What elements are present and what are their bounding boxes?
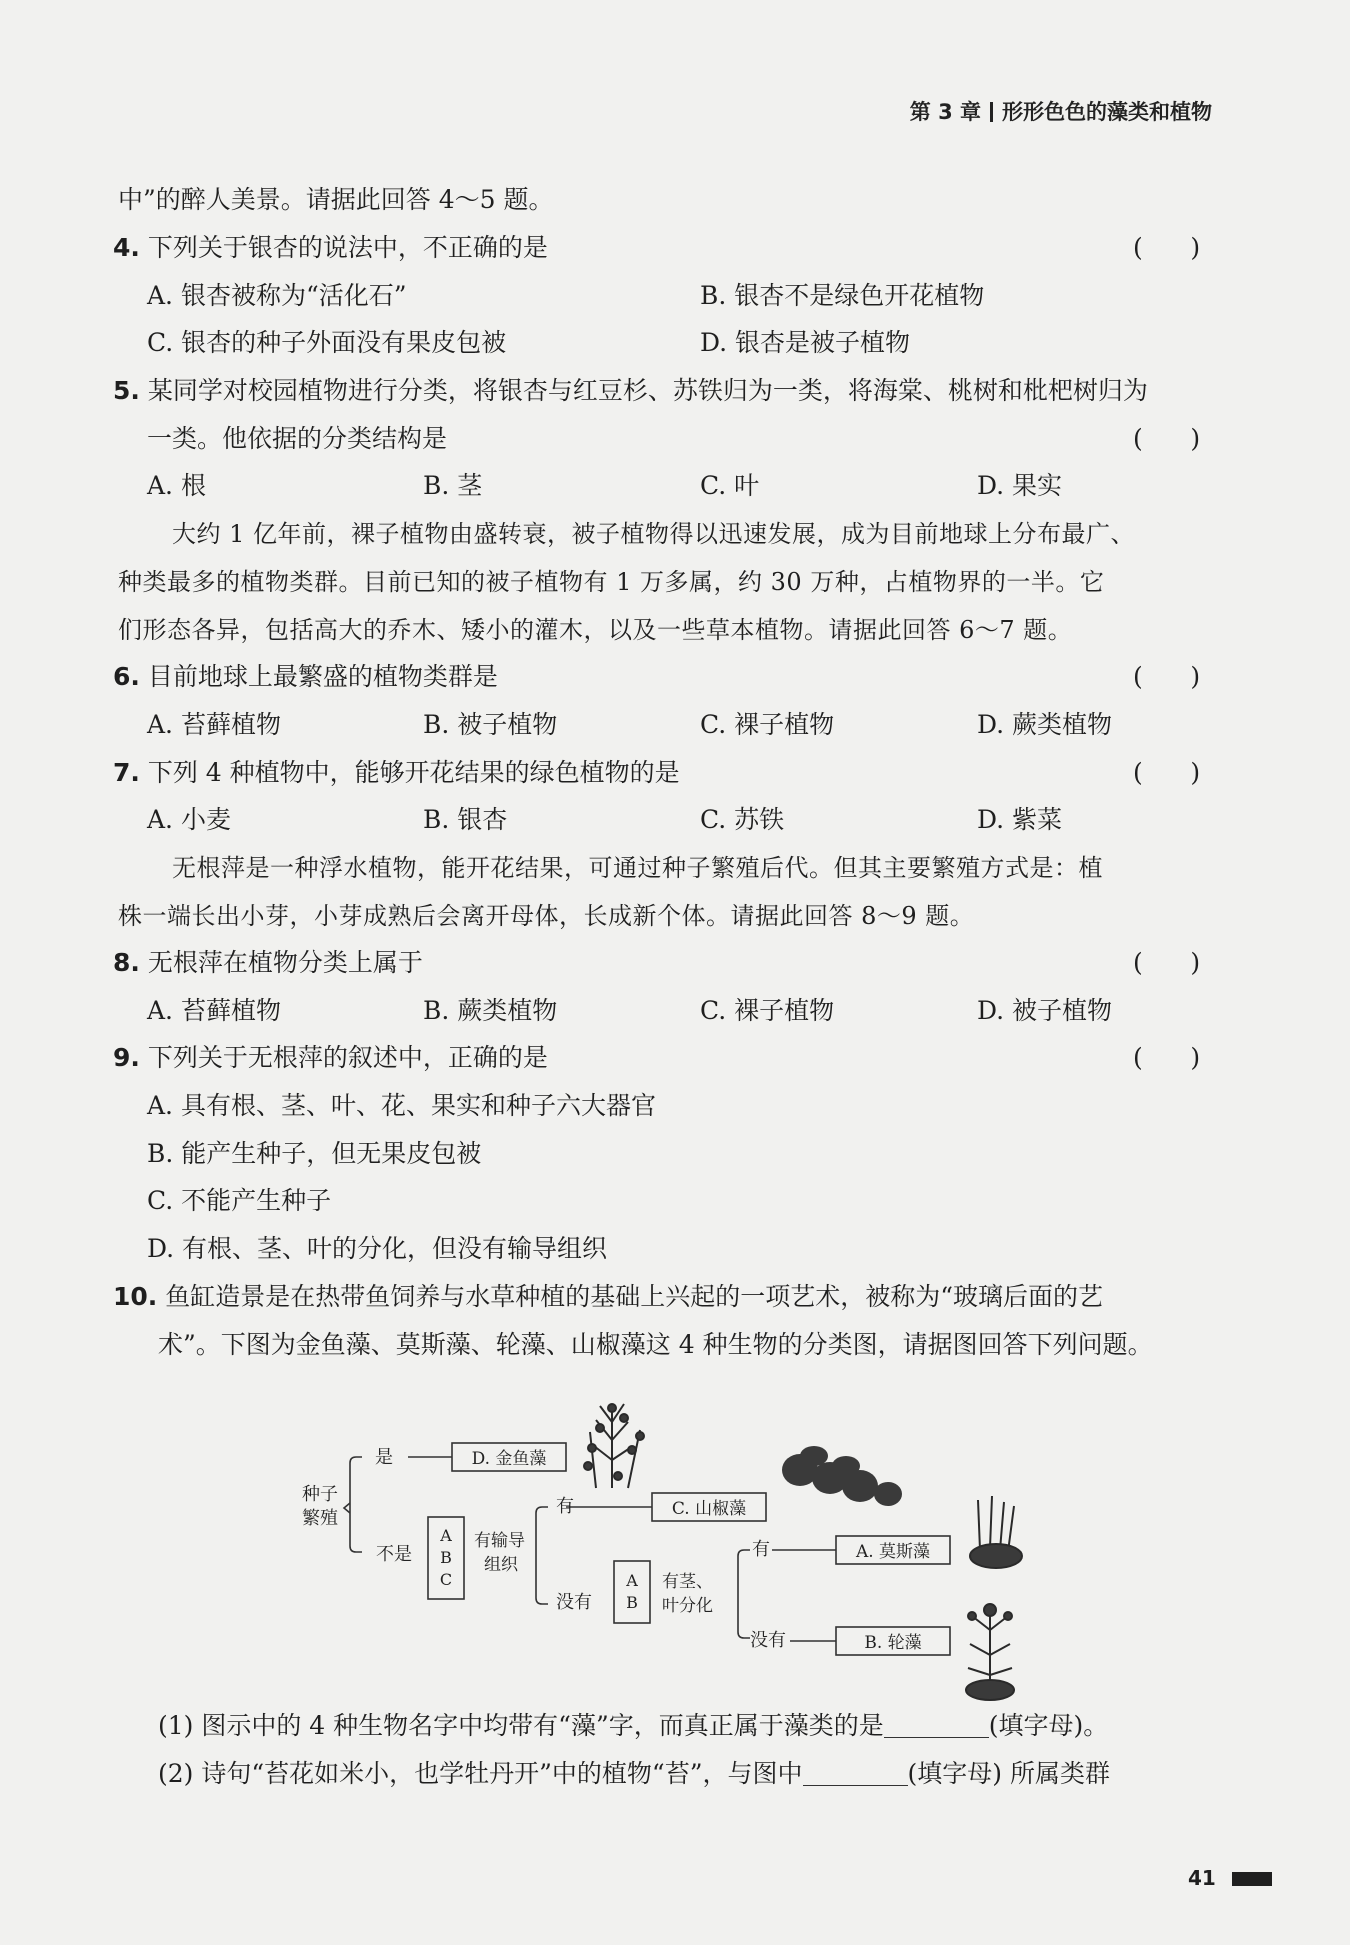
line-text: C. 银杏的种子外面没有果皮包被 [147, 328, 507, 357]
line-text: D. 有根、茎、叶的分化，但没有输导组织 [147, 1234, 608, 1263]
line-text: A. 小麦 [147, 805, 231, 834]
question-number: 8. [113, 948, 140, 977]
diagram-abc-b: B [440, 1548, 452, 1567]
line-m2 [118, 566, 1104, 598]
page-number-bar [1232, 1872, 1272, 1886]
line-text: A. 苔藓植物 [147, 710, 281, 739]
chapter-title: 形形色色的藻类和植物 [1002, 100, 1212, 124]
line-q8b [423, 995, 557, 1027]
line-q9 [113, 1042, 548, 1074]
question-number: 6. [113, 662, 140, 691]
diagram-vascular-1: 有输导 [474, 1531, 525, 1551]
line-q8a [147, 995, 281, 1027]
diagram-none: 没有 [556, 1592, 592, 1613]
line-q9d [147, 1233, 607, 1265]
line-q7d [977, 804, 1062, 836]
line-q4d [700, 327, 910, 359]
line-q9b [147, 1138, 481, 1170]
answer-paren[interactable]: ( ) [1133, 662, 1201, 691]
line-m5 [118, 900, 974, 932]
line-text: 下列 4 种植物中，能够开花结果的绿色植物的是 [147, 758, 680, 787]
line-q4 [113, 232, 548, 264]
line-text: 目前地球上最繁盛的植物类群是 [147, 662, 498, 691]
line-text: A. 苔藓植物 [147, 996, 281, 1025]
line-text: 下列关于银杏的说法中，不正确的是 [147, 233, 548, 262]
moss-illustration [970, 1496, 1022, 1568]
line-text: B. 被子植物 [423, 710, 558, 739]
sub1-answer-blank[interactable] [884, 1711, 989, 1738]
diagram-ab-a: A [626, 1571, 638, 1590]
line-text: D. 紫菜 [977, 805, 1063, 834]
line-q7c [700, 804, 784, 836]
line-q6b [423, 709, 557, 741]
line-text: B. 银杏不是绿色开花植物 [700, 281, 985, 310]
line-text: 一类。他依据的分类结构是 [147, 424, 448, 453]
line-text: D. 被子植物 [977, 996, 1113, 1025]
question-number: 4. [113, 233, 140, 262]
answer-paren[interactable]: ( ) [1133, 758, 1201, 787]
line-text: 种类最多的植物类群。目前已知的被子植物有 1 万多属，约 30 万种，占植物界的一半。它 [118, 568, 1105, 596]
line-text: C. 叶 [700, 471, 760, 500]
line-q9a [147, 1090, 656, 1122]
diagram-box-d: D. 金鱼藻 [471, 1449, 547, 1469]
line-q6 [113, 661, 498, 693]
answer-paren[interactable]: ( ) [1133, 1043, 1201, 1072]
diagram-abc-c: C [439, 1570, 453, 1589]
sub2-text: (2) 诗句“苔花如米小，也学牡丹开”中的植物“苔”，与图中 [158, 1759, 803, 1788]
line-text: 无根萍是一种浮水植物，能开花结果，可通过种子繁殖后代。但其主要繁殖方式是：植 [172, 854, 1103, 882]
line-q7a [147, 804, 231, 836]
line-text: 鱼缸造景是在热带鱼饲养与水草种植的基础上兴起的一项艺术，被称为“玻璃后面的艺 [165, 1282, 1104, 1311]
line-q6d [977, 709, 1112, 741]
header-divider [990, 102, 993, 122]
page-number: 41 [1188, 1866, 1216, 1890]
line-q9c [147, 1185, 331, 1217]
answer-paren[interactable]: ( ) [1133, 424, 1201, 453]
classification-diagram [0, 1400, 1350, 1740]
line-text: D. 银杏是被子植物 [700, 328, 911, 357]
line-m4 [172, 852, 1103, 884]
sub2-answer-blank[interactable] [803, 1759, 908, 1786]
line-text: B. 能产生种子，但无果皮包被 [147, 1139, 482, 1168]
line-text: A. 具有根、茎、叶、花、果实和种子六大器官 [147, 1091, 656, 1120]
diagram-box-b: B. 轮藻 [864, 1633, 922, 1653]
sub1-text: (1) 图示中的 4 种生物名字中均带有“藻”字，而真正属于藻类的是 [158, 1711, 884, 1740]
answer-paren[interactable]: ( ) [1133, 948, 1201, 977]
line-text: A. 银杏被称为“活化石” [147, 281, 407, 310]
line-text: 下列关于无根萍的叙述中，正确的是 [147, 1043, 548, 1072]
diagram-vascular-2: 组织 [484, 1555, 518, 1575]
line-m1 [172, 518, 1135, 550]
line-q7b [423, 804, 507, 836]
diagram-has: 有 [556, 1496, 574, 1517]
chara-illustration [966, 1604, 1014, 1700]
diagram-none2: 没有 [750, 1630, 786, 1651]
diagram-abc-a: A [440, 1526, 452, 1545]
chapter-header [910, 96, 1212, 126]
question-number: 7. [113, 758, 140, 787]
line-q10b [158, 1329, 1153, 1361]
line-q5ob [423, 470, 482, 502]
salvinia-illustration [782, 1446, 902, 1506]
line-m3 [118, 614, 1072, 646]
diagram-root-1: 种子 [302, 1484, 338, 1505]
line-q4c [147, 327, 506, 359]
line-q7 [113, 757, 680, 789]
line-text: D. 果实 [977, 471, 1063, 500]
question-number: 10. [113, 1282, 158, 1311]
diagram-no: 不是 [376, 1544, 412, 1565]
diagram-root-2: 繁殖 [302, 1508, 338, 1529]
line-q4a [147, 280, 407, 312]
line-q8c [700, 995, 834, 1027]
diagram-yes: 是 [375, 1447, 393, 1468]
line-text: 某同学对校园植物进行分类，将银杏与红豆杉、苏铁归为一类，将海棠、桃树和枇杷树归为 [147, 376, 1148, 405]
line-q8d [977, 995, 1112, 1027]
hornwort-illustration [584, 1404, 644, 1488]
line-q10 [113, 1281, 1103, 1313]
line-text: 术”。下图为金鱼藻、莫斯藻、轮藻、山椒藻这 4 种生物的分类图，请据图回答下列问题。 [158, 1330, 1153, 1359]
line-text: A. 根 [147, 471, 206, 500]
line-text: 们形态各异，包括高大的乔木、矮小的灌木，以及一些草本植物。请据此回答 6～7 题。 [118, 616, 1073, 644]
line-text: 无根萍在植物分类上属于 [147, 948, 423, 977]
line-text: C. 裸子植物 [700, 710, 835, 739]
diagram-stemleaf-1: 有茎、 [662, 1572, 713, 1592]
line-q5oa [147, 470, 206, 502]
diagram-box-c: C. 山椒藻 [671, 1499, 747, 1519]
line-text: 中”的醉人美景。请据此回答 4～5 题。 [118, 185, 554, 214]
line-q5b [147, 423, 447, 455]
sub-question-2 [158, 1758, 1110, 1790]
line-text: B. 蕨类植物 [423, 996, 558, 1025]
line-q4b [700, 280, 984, 312]
question-number: 5. [113, 376, 140, 405]
line-q6a [147, 709, 281, 741]
line-text: B. 银杏 [423, 805, 508, 834]
diagram-ab-b: B [626, 1593, 638, 1612]
question-number: 9. [113, 1043, 140, 1072]
line-text: D. 蕨类植物 [977, 710, 1113, 739]
line-text: C. 苏铁 [700, 805, 785, 834]
line-text: C. 不能产生种子 [147, 1186, 332, 1215]
line-cont [118, 184, 554, 216]
line-q6c [700, 709, 834, 741]
chapter-number: 第 3 章 [909, 100, 981, 124]
sub1-hint: (填字母)。 [988, 1711, 1109, 1740]
answer-paren[interactable]: ( ) [1133, 233, 1201, 262]
line-text: C. 裸子植物 [700, 996, 835, 1025]
diagram-stemleaf-2: 叶分化 [662, 1596, 713, 1616]
line-q5 [113, 375, 1148, 407]
line-q5od [977, 470, 1062, 502]
line-q8 [113, 947, 423, 979]
line-q5oc [700, 470, 759, 502]
line-text: 株一端长出小芽，小芽成熟后会离开母体，长成新个体。请据此回答 8～9 题。 [118, 902, 975, 930]
sub-question-1 [158, 1710, 1108, 1742]
line-text: 大约 1 亿年前，裸子植物由盛转衰，被子植物得以迅速发展，成为目前地球上分布最广、 [172, 520, 1136, 548]
diagram-has2: 有 [752, 1539, 770, 1560]
diagram-box-a: A. 莫斯藻 [855, 1542, 931, 1562]
line-text: B. 茎 [423, 471, 483, 500]
sub2-hint: (填字母) 所属类群 [907, 1759, 1110, 1788]
